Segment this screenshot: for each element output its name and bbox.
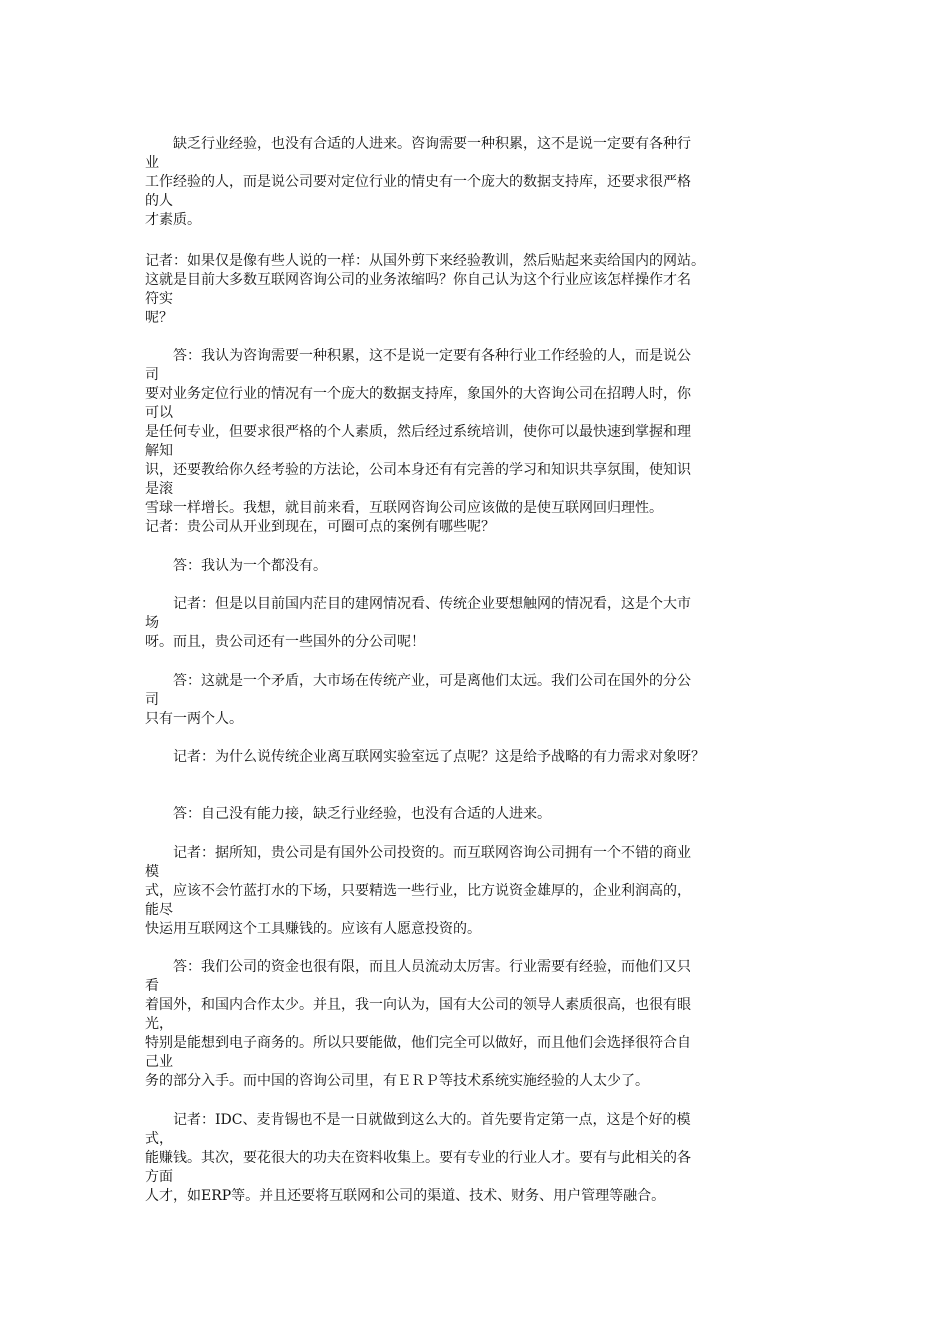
text-line: 可以	[145, 405, 173, 421]
text-line: 解知	[145, 443, 173, 459]
text-line: 是任何专业，但要求很严格的个人素质，然后经过系统培训，使你可以最快速到掌握和理	[145, 424, 691, 440]
text-line: 记者：贵公司从开业到现在，可圈可点的案例有哪些呢？	[145, 519, 495, 535]
text-line: 方面	[145, 1169, 173, 1185]
text-line: 快运用互联网这个工具赚钱的。应该有人愿意投资的。	[145, 921, 481, 937]
text-line: 式，应该不会竹蓝打水的下场，只要精选一些行业，比方说资金雄厚的，企业利润高的，	[145, 883, 691, 899]
text-line: 答：我认为一个都没有。	[145, 558, 327, 574]
text-line: 业	[145, 155, 159, 171]
text-line: 能尽	[145, 902, 173, 918]
text-line: 光，	[145, 1016, 173, 1032]
text-line: 是滚	[145, 481, 173, 497]
text-line: 要对业务定位行业的情况有一个庞大的数据支持库，象国外的大咨询公司在招聘人时，你	[145, 386, 691, 402]
text-line: 场	[145, 615, 159, 631]
text-line: 司	[145, 692, 159, 708]
text-line: 呢？	[145, 310, 173, 326]
text-line: 能赚钱。其次，要花很大的功夫在资料收集上。要有专业的行业人才。要有与此相关的各	[145, 1150, 691, 1166]
text-line: 答：我们公司的资金也很有限，而且人员流动太厉害。行业需要有经验，而他们又只	[145, 959, 691, 975]
text-line: 记者：据所知，贵公司是有国外公司投资的。而互联网咨询公司拥有一个不错的商业	[145, 845, 691, 861]
text-line: 模	[145, 864, 159, 880]
text-line: 着国外，和国内合作太少。并且，我一向认为，国有大公司的领导人素质很高，也很有眼	[145, 997, 691, 1013]
text-line: 雪球一样增长。我想，就目前来看，互联网咨询公司应该做的是使互联网回归理性。	[145, 500, 663, 516]
text-line: 的人	[145, 193, 173, 209]
text-line: 记者：如果仅是像有些人说的一样：从国外剪下来经验教训，然后贴起来卖给国内的网站。	[145, 253, 705, 269]
text-line: 司	[145, 367, 159, 383]
text-line: 记者：但是以目前国内茫目的建网情况看、传统企业要想触网的情况看，这是个大市	[145, 596, 691, 612]
text-line: 人才，如ERP等。并且还要将互联网和公司的渠道、技术、财务、用户管理等融合。	[145, 1188, 666, 1204]
text-line: 特别是能想到电子商务的。所以只要能做，他们完全可以做好，而且他们会选择很符合自	[145, 1035, 691, 1051]
text-line: 只有一两个人。	[145, 711, 243, 727]
text-line: 缺乏行业经验，也没有合适的人进来。咨询需要一种积累，这不是说一定要有各种行	[145, 136, 691, 152]
text-line: 才素质。	[145, 212, 201, 228]
text-line: 识，还要教给你久经考验的方法论，公司本身还有有完善的学习和知识共享氛围，使知识	[145, 462, 691, 478]
text-line: 工作经验的人，而是说公司要对定位行业的情史有一个庞大的数据支持库，还要求很严格	[145, 174, 691, 190]
text-line: 己业	[145, 1054, 173, 1070]
text-line: 式，	[145, 1131, 173, 1147]
text-line: 呀。而且，贵公司还有一些国外的分公司呢！	[145, 634, 425, 650]
text-line: 记者：为什么说传统企业离互联网实验室远了点呢？这是给予战略的有力需求对象呀？	[145, 749, 705, 765]
text-line: 记者：IDC、麦肯锡也不是一日就做到这么大的。首先要肯定第一点，这是个好的模	[145, 1112, 691, 1128]
text-line: 务的部分入手。而中国的咨询公司里，有ＥＲＰ等技术系统实施经验的人太少了。	[145, 1073, 649, 1089]
text-line: 答：自己没有能力接，缺乏行业经验，也没有合适的人进来。	[145, 806, 551, 822]
text-line: 这就是目前大多数互联网咨询公司的业务浓缩吗？你自己认为这个行业应该怎样操作才名	[145, 272, 691, 288]
text-line: 看	[145, 978, 159, 994]
text-line: 符实	[145, 291, 173, 307]
text-line: 答：这就是一个矛盾，大市场在传统产业，可是离他们太远。我们公司在国外的分公	[145, 673, 691, 689]
text-line: 答：我认为咨询需要一种积累，这不是说一定要有各种行业工作经验的人，而是说公	[145, 348, 691, 364]
